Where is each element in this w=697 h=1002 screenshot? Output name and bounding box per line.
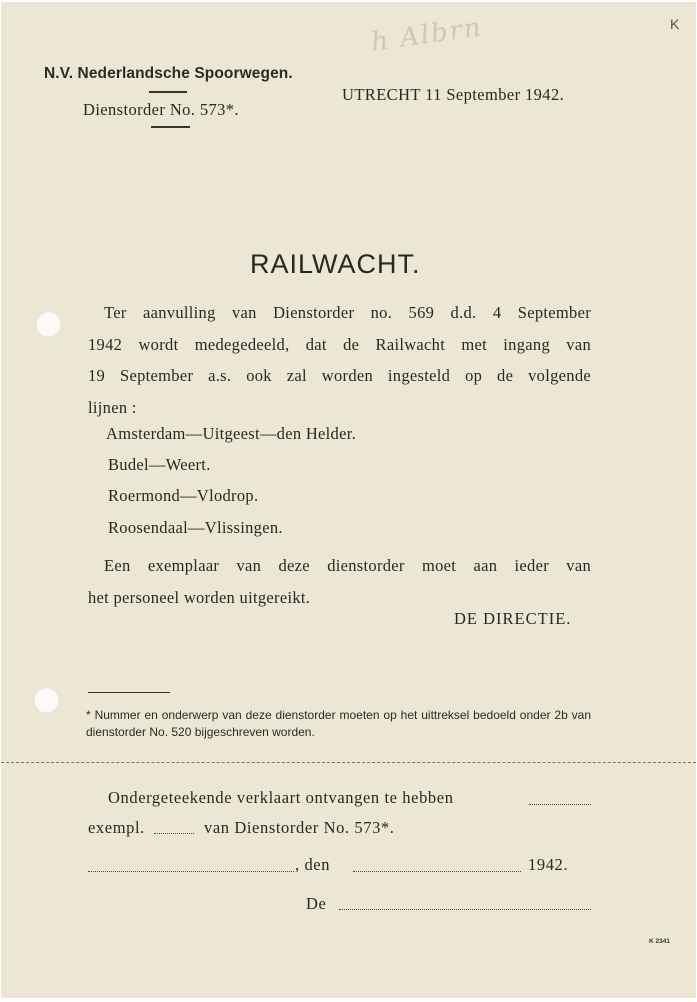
body-line: Ter aanvulling van Dienstorder no. 569 d.d. 4 September [104, 303, 591, 322]
form-code: K 2341 [649, 938, 670, 945]
place-date: UTRECHT 11 September 1942. [342, 85, 565, 104]
document-page [1, 2, 696, 998]
tear-off-line [1, 762, 696, 763]
receipt-year: 1942. [528, 855, 569, 874]
receipt-de-label: De [306, 894, 327, 913]
receipt-line-2: van Dienstorder No. 573*. [204, 818, 395, 837]
header-rule-top [149, 91, 187, 93]
punch-hole-top [35, 311, 62, 338]
date-field[interactable] [353, 871, 521, 872]
body-line: het personeel worden uitgereikt. [88, 587, 311, 607]
railway-line-item: Amsterdam—Uitgeest—den Helder. [106, 424, 357, 443]
punch-hole-bottom [33, 687, 60, 714]
copies-received-field[interactable] [529, 804, 591, 805]
signature: DE DIRECTIE. [454, 609, 572, 628]
handwritten-annotation: h Albrn [369, 12, 485, 58]
document-title: RAILWACHT. [250, 249, 421, 279]
body-line: lijnen : [88, 397, 137, 417]
paragraph-distribution [88, 550, 591, 613]
railway-line-item: Roermond—Vlodrop. [108, 486, 259, 505]
footnote [86, 707, 591, 741]
railway-line-item: Budel—Weert. [108, 455, 211, 474]
receipt-exempl-label: exempl. [88, 818, 145, 837]
body-line: 1942 wordt medegedeeld, dat de Railwacht met ingang van [88, 334, 591, 354]
paragraph-intro [88, 297, 591, 423]
signature-field[interactable] [339, 909, 591, 910]
place-field[interactable] [88, 871, 294, 872]
body-line: Een exemplaar van deze dienstorder moet aan ieder van [104, 556, 591, 575]
order-number: Dienstorder No. 573*. [83, 100, 239, 119]
railway-line-item: Roosendaal—Vlissingen. [108, 518, 283, 537]
footnote-rule [88, 692, 170, 693]
body-line: 19 September a.s. ook zal worden ingesteld op de volgende [88, 366, 591, 385]
receipt-line-1: Ondergeteekende verklaart ontvangen te hebben [108, 788, 454, 807]
copies-count-field[interactable] [154, 833, 194, 834]
company-name: N.V. Nederlandsche Spoorwegen. [44, 65, 293, 82]
footnote-text: * Nummer en onderwerp van deze dienstorder moeten op het uittreksel bedoeld onder 2b van dienstorder No. 520 bijgeschreven worden. [86, 708, 591, 739]
receipt-den-label: , den [295, 855, 331, 874]
corner-mark: K [670, 16, 680, 32]
header-rule-bottom [151, 126, 190, 128]
